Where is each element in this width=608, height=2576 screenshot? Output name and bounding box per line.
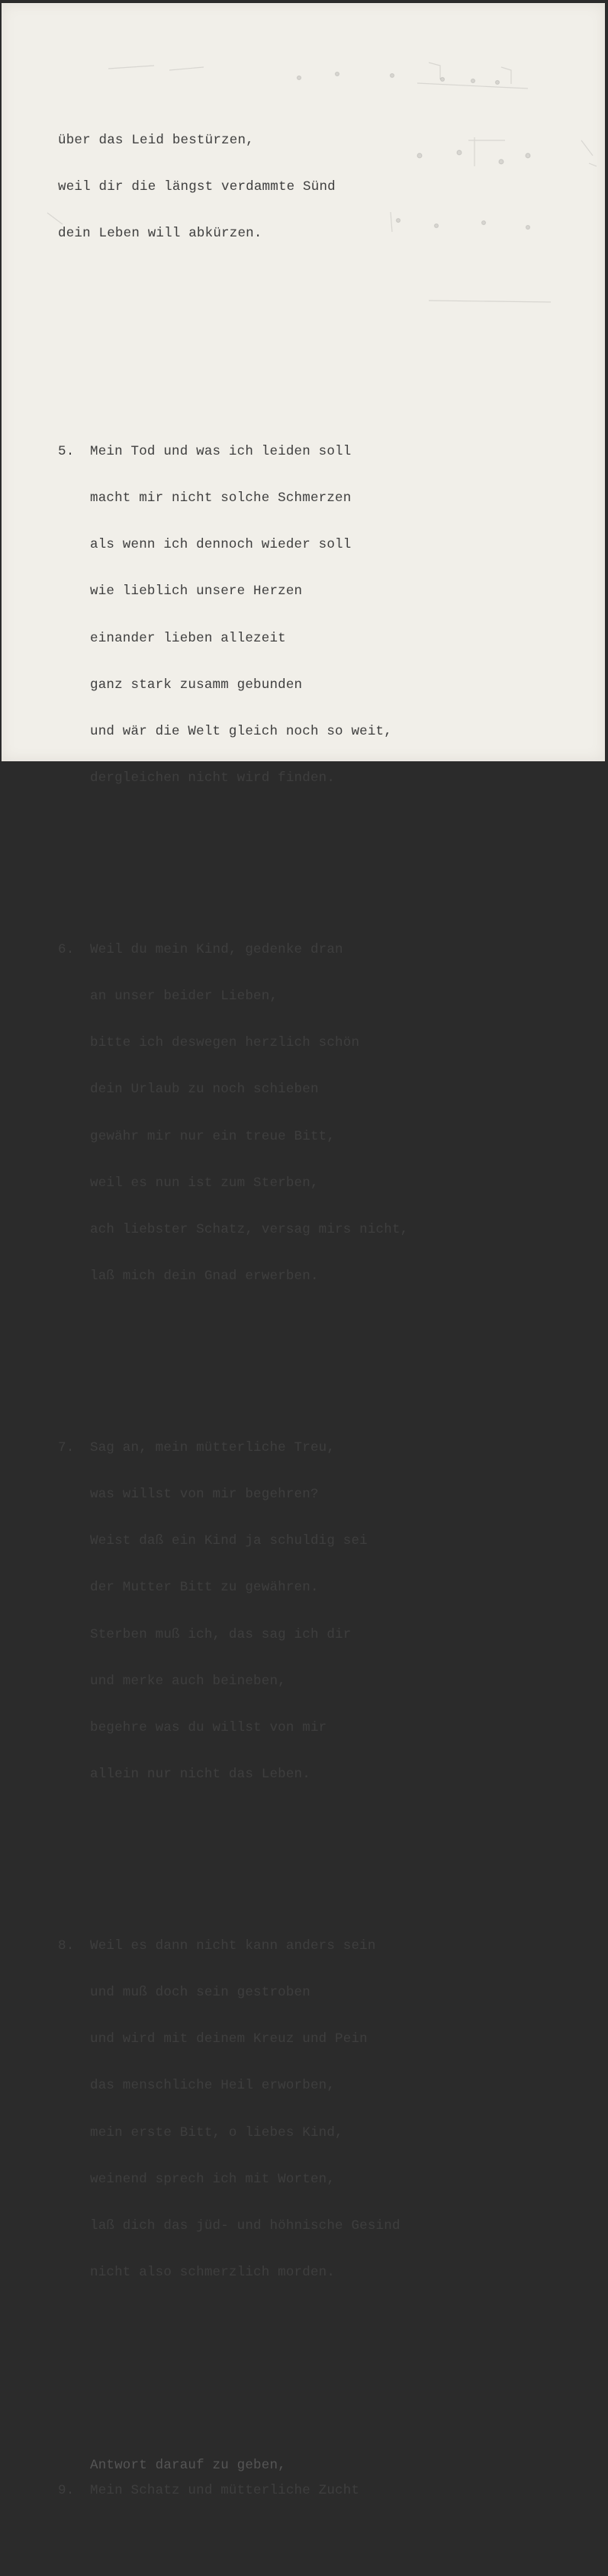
text-line: laß dich das jüd- und höhnische Gesind — [90, 2217, 401, 2233]
text-line: nicht also schmerzlich morden. — [90, 2265, 336, 2281]
text-line: und wird mit deinem Kreuz und Pein — [90, 2031, 368, 2047]
stanza-gap — [58, 350, 408, 365]
text-line: ach liebster Schatz, versag mirs nicht, — [90, 1222, 409, 1238]
stanza-5 — [58, 413, 408, 818]
text-line: macht mir nicht solche Schmerzen — [90, 490, 352, 506]
stanza-7 — [58, 1409, 408, 1814]
text-line: Mein Schatz und mütterliche Zucht — [90, 2482, 360, 2498]
text-line: und muß doch sein gestroben — [90, 1984, 310, 2000]
text-line: Sag an, mein mütterliche Treu, — [90, 1439, 336, 1455]
overtyped-line: Antwort darauf zu geben, — [90, 2458, 286, 2474]
stanza-6 — [58, 911, 408, 1316]
text-line: gewähr mir nur ein treue Bitt, — [90, 1128, 336, 1144]
text-line: weinend sprech ich mit Worten, — [90, 2171, 336, 2187]
text-line: weil es nun ist zum Sterben, — [90, 1175, 319, 1191]
text-line: dein Leben will abkürzen. — [58, 226, 262, 242]
text-line: allein nur nicht das Leben. — [90, 1767, 310, 1783]
text-line: weil dir die längst verdammte Sünd — [58, 178, 336, 195]
text-line: an unser beider Lieben, — [90, 988, 278, 1004]
stanza-gap — [58, 304, 408, 319]
text-line: dein Urlaub zu noch schieben — [90, 1082, 319, 1098]
text-line: mein erste Bitt, o liebes Kind, — [90, 2124, 343, 2140]
poem-text — [58, 70, 408, 2576]
text-line: Weil es dann nicht kann anders sein — [90, 1938, 376, 1954]
text-line: Sterben muß ich, das sag ich dir — [90, 1626, 352, 1642]
stanza-gap — [58, 2389, 408, 2404]
text-line: Weil du mein Kind, gedenke dran — [90, 941, 343, 957]
stanza-9 — [58, 2452, 408, 2545]
stanza-number: 9. — [58, 2482, 75, 2498]
stanza-gap — [58, 1346, 408, 1362]
text-line: über das Leid bestürzen, — [58, 132, 254, 148]
text-line: und wär die Welt gleich noch so weit, — [90, 724, 392, 740]
stanza-gap — [58, 1844, 408, 1860]
typewritten-page — [2, 3, 605, 2498]
text-line: und merke auch beineben, — [90, 1673, 286, 1689]
stanza-number: 8. — [58, 1938, 75, 1954]
text-line: wie lieblich unsere Herzen — [90, 584, 303, 600]
stanza-8 — [58, 1907, 408, 2312]
stanza-number: 6. — [58, 941, 75, 957]
intro-stanza — [58, 101, 408, 272]
text-line: Weist daß ein Kind ja schuldig sei — [90, 1533, 368, 1549]
text-line: als wenn ich dennoch wieder soll — [90, 537, 352, 553]
stanza-gap — [58, 848, 408, 863]
text-line: laß mich dein Gnad erwerben. — [90, 1269, 319, 1285]
stanza-gap — [58, 2343, 408, 2358]
text-line: der Mutter Bitt zu gewähren. — [90, 1580, 319, 1596]
text-line: das menschliche Heil erworben, — [90, 2078, 336, 2094]
stanza-number: 5. — [58, 443, 75, 459]
text-line: dergleichen nicht wird finden. — [90, 770, 336, 786]
text-line: Mein Tod und was ich leiden soll — [90, 443, 352, 459]
text-line: einander lieben allezeit — [90, 630, 286, 646]
text-line: bitte ich deswegen herzlich schön — [90, 1035, 360, 1051]
text-line: begehre was du willst von mir — [90, 1720, 327, 1735]
text-line: was willst von mir begehren? — [90, 1486, 319, 1502]
text-line: ganz stark zusamm gebunden — [90, 677, 303, 693]
stanza-number: 7. — [58, 1439, 75, 1455]
